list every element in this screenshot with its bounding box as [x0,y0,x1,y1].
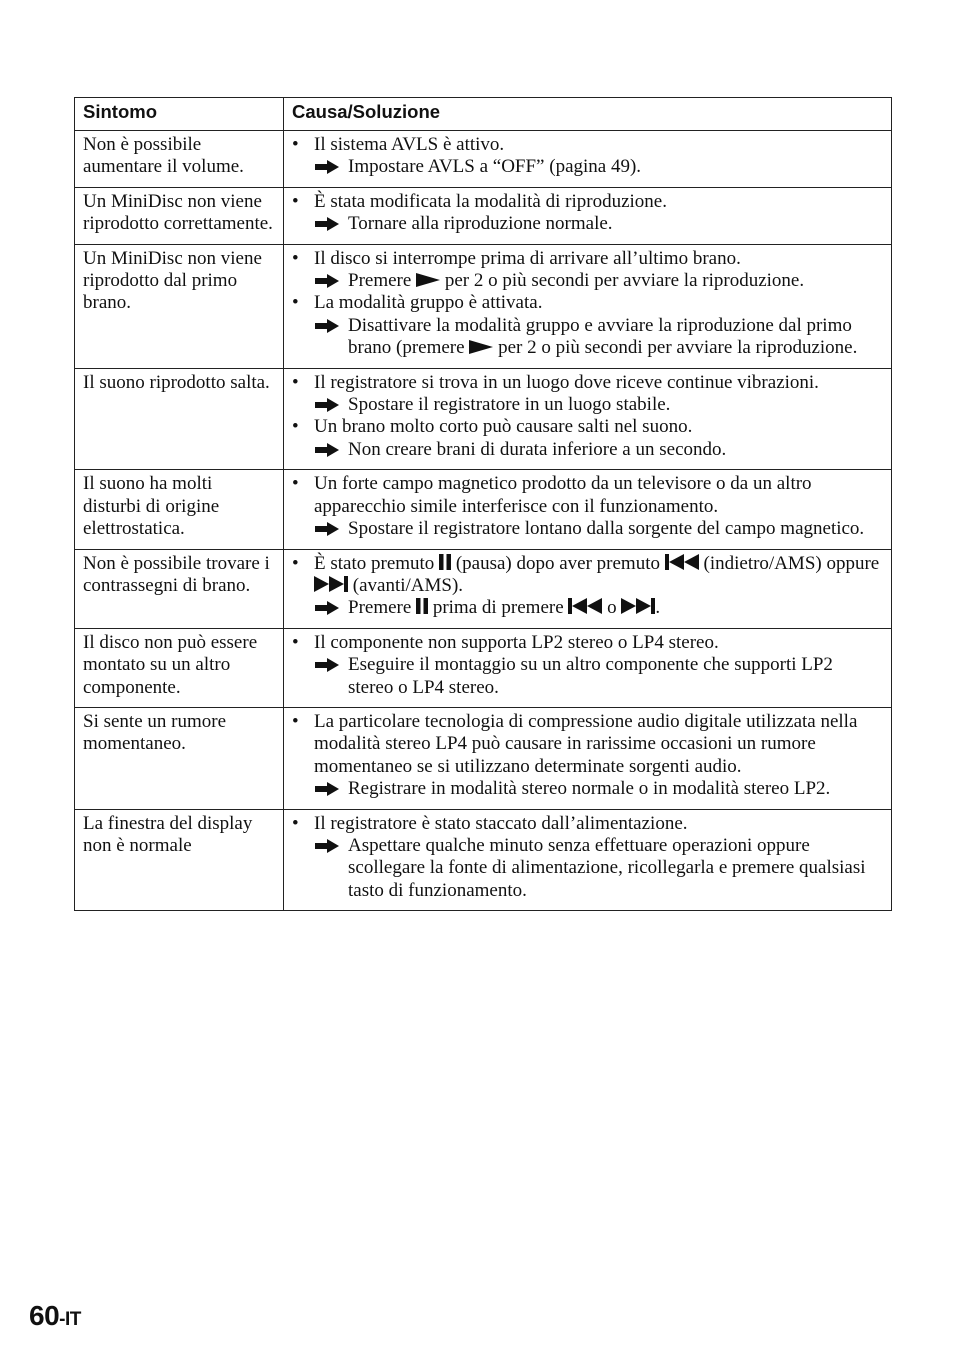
cause-cell [284,244,892,368]
solution-text: o [607,597,617,619]
header-symptom: Sintomo [75,98,284,131]
solution-text: per 2 o più secondi per avviare la riproduzione. [444,270,805,292]
cause-text: La particolare tecnologia di compressione audio digitale utilizzata nella modalità stereo LP4 può causare in rarissime occasioni un rumore momentaneo se si utilizzano determinate sorgenti audio. [314,710,858,777]
solution-line [292,270,883,292]
solution-text: Premere [348,270,412,292]
solution-text: Eseguire il montaggio su un altro componente che supporti LP2 stereo o LP4 stereo. [348,654,833,698]
table-row [75,549,892,628]
right-arrow-icon [315,443,339,457]
cause-line [292,473,883,518]
right-arrow-icon [315,601,339,615]
solution-text: Aspettare qualche minuto senza effettuare operazioni oppure scollegare la fonte di alimentazione, ricollegarla e premere qualsiasi tasto di funzionamento. [348,834,866,901]
header-cause-solution: Causa/Soluzione [284,98,892,131]
page-number-value: 60 [29,1300,60,1331]
right-arrow-icon [315,522,339,536]
cause-line [292,711,883,778]
bullet: • [292,710,299,732]
pause-icon [439,554,451,570]
bullet: • [292,190,299,212]
symptom-cell: Non è possibile trovare i contrassegni di brano. [75,549,284,628]
solution-line [292,518,883,540]
solution-line [292,597,883,619]
bullet: • [292,473,299,495]
table-row [75,628,892,707]
bullet: • [292,631,299,653]
bullet: • [292,371,299,393]
skip-back-icon [568,598,602,614]
cause-cell [284,549,892,628]
solution-line [292,156,883,178]
page-number [29,1300,81,1332]
symptom-cell: Si sente un rumore momentaneo. [75,707,284,809]
solution-line [292,213,883,235]
cause-text: Il registratore è stato staccato dall’alimentazione. [314,812,688,834]
symptom-cell: Non è possibile aumentare il volume. [75,131,284,188]
table-row [75,187,892,244]
solution-line [292,394,883,416]
cause-line [292,372,883,394]
right-arrow-icon [315,398,339,412]
cause-line [292,813,883,835]
cause-cell [284,187,892,244]
solution-line [292,439,883,461]
cause-text: Il registratore si trova in un luogo dove riceve continue vibrazioni. [314,371,819,393]
skip-back-icon [665,554,699,570]
solution-text: . [655,597,661,619]
symptom-cell: Il suono riprodotto salta. [75,368,284,470]
cause-line [292,134,883,156]
right-arrow-icon [315,782,339,796]
solution-text: Disattivare la modalità gruppo e avviare la riproduzione dal primo brano (premere [348,314,852,359]
solution-text: Tornare alla riproduzione normale. [348,213,613,235]
solution-text: per 2 o più secondi per avviare la riproduzione. [498,337,858,359]
symptom-cell: Un MiniDisc non viene riprodotto correttamente. [75,187,284,244]
symptom-cell: La finestra del display non è normale [75,809,284,911]
right-arrow-icon [315,274,339,288]
solution-text: prima di premere [432,597,564,619]
right-arrow-icon [315,658,339,672]
bullet: • [292,292,299,314]
page-language-suffix: -IT [59,1309,81,1330]
table-row [75,707,892,809]
solution-line [292,778,883,800]
cause-line [292,553,883,598]
play-icon [416,273,440,287]
right-arrow-icon [315,839,339,853]
symptom-cell: Un MiniDisc non viene riprodotto dal primo brano. [75,244,284,368]
cause-text: Un forte campo magnetico prodotto da un televisore o da un altro apparecchio simile interferisce con il funzionamento. [314,473,812,517]
cause-text: Il componente non supporta LP2 stereo o LP4 stereo. [314,631,719,653]
cause-text: Il sistema AVLS è attivo. [314,134,505,155]
cause-text: (avanti/AMS). [352,574,464,596]
troubleshooting-table [74,97,892,911]
right-arrow-icon [315,319,339,333]
cause-cell [284,809,892,911]
bullet: • [292,552,299,574]
play-icon [469,340,493,354]
cause-line [292,191,883,213]
bullet: • [292,812,299,834]
table-row [75,809,892,911]
bullet: • [292,247,299,269]
cause-text: È stato premuto [314,552,435,574]
solution-text: Spostare il registratore in un luogo stabile. [348,394,671,416]
solution-line [292,654,883,699]
cause-line [292,632,883,654]
cause-cell [284,628,892,707]
table-header-row [75,98,892,131]
solution-text: Registrare in modalità stereo normale o in modalità stereo LP2. [348,778,831,800]
solution-line [292,835,883,902]
solution-text: Impostare AVLS a “OFF” (pagina 49). [348,156,642,178]
table-row [75,368,892,470]
solution-text: Spostare il registratore lontano dalla sorgente del campo magnetico. [348,518,865,540]
solution-text: Non creare brani di durata inferiore a un secondo. [348,438,727,460]
table-row [75,470,892,549]
cause-cell [284,131,892,188]
skip-forward-icon [314,576,348,592]
cause-text: È stata modificata la modalità di riproduzione. [314,190,667,212]
bullet: • [292,416,299,438]
cause-text: (indietro/AMS) oppure [703,552,880,574]
skip-forward-icon [621,598,655,614]
symptom-cell: Il disco non può essere montato su un altro componente. [75,628,284,707]
cause-text: (pausa) dopo aver premuto [455,552,660,574]
table-row [75,131,892,188]
cause-cell [284,470,892,549]
cause-cell [284,707,892,809]
pause-icon [416,598,428,614]
cause-line [292,292,883,314]
solution-text: Premere [348,597,412,619]
table-row [75,244,892,368]
cause-line [292,248,883,270]
cause-line [292,416,883,438]
right-arrow-icon [315,217,339,231]
right-arrow-icon [315,160,339,174]
symptom-cell: Il suono ha molti disturbi di origine elettrostatica. [75,470,284,549]
bullet: • [292,134,299,155]
cause-text: Un brano molto corto può causare salti nel suono. [314,416,693,438]
solution-line [292,315,883,360]
cause-cell [284,368,892,470]
cause-text: La modalità gruppo è attivata. [314,292,543,314]
cause-text: Il disco si interrompe prima di arrivare all’ultimo brano. [314,247,741,269]
